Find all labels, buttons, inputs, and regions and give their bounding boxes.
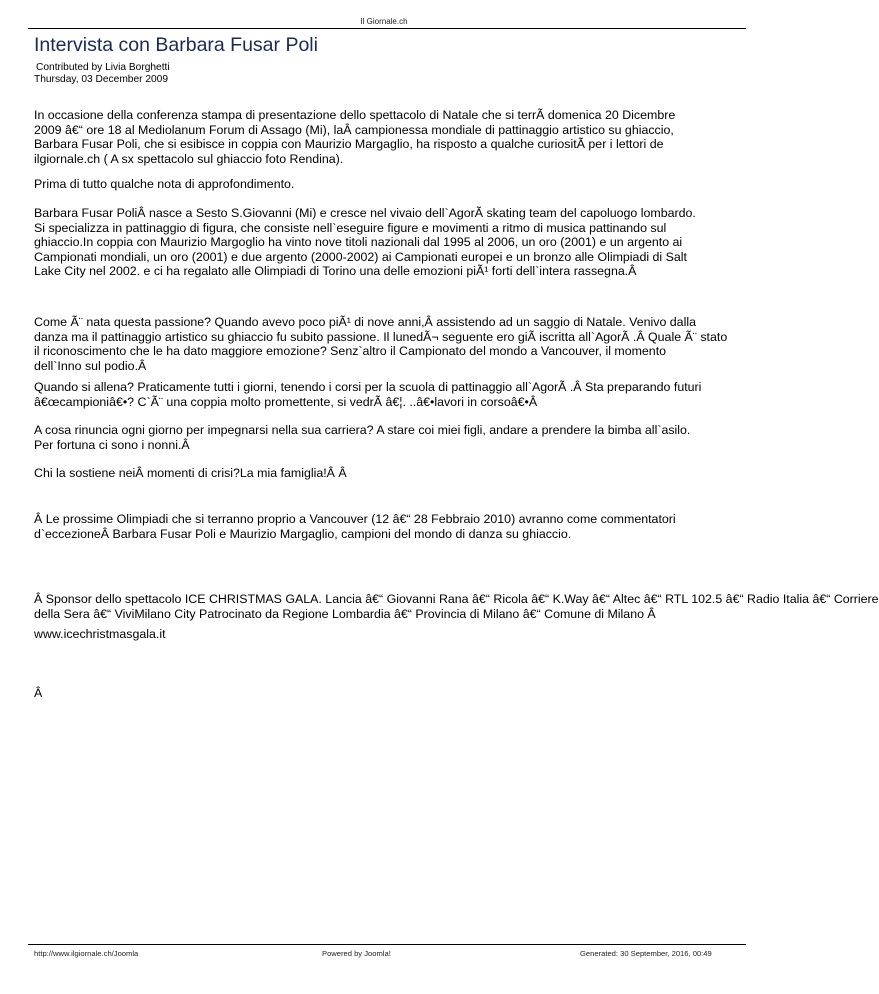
footer-generated: Generated: 30 September, 2016, 00:49 xyxy=(580,949,712,958)
article-meta xyxy=(34,62,170,85)
paragraph-note: Prima di tutto qualche nota di approfondimento. xyxy=(34,177,295,191)
article-date: Thursday, 03 December 2009 xyxy=(34,73,169,85)
paragraph-website: www.icechristmasgala.it xyxy=(34,627,166,641)
site-header: Il Giornale.ch xyxy=(360,17,408,26)
footer-divider xyxy=(28,944,746,945)
paragraph-passion: Come Ã¨ nata questa passione? Quando avevo poco piÃ¹ di nove anni,Â assistendo ad un saggio di Natale. Venivo dalla danza ma il pattinaggio artistico su ghiaccio fu subito passione. Il lunedÃ¬ seguente ero giÃ iscritta all`AgorÃ .Â Quale Ã¨ stato il riconoscimento che le ha dato maggiore emozione? Senz`altro il Campionato del mondo a Vancouver, il momento dell`Inno sul podio.Â xyxy=(34,315,728,373)
paragraph-empty: Â xyxy=(34,686,43,700)
article-author: Contributed by Livia Borghetti xyxy=(36,62,170,73)
footer-url: http://www.ilgiornale.ch/Joomla xyxy=(34,949,139,958)
paragraph-training: Quando si allena? Praticamente tutti i giorni, tenendo i corsi per la scuola di pattinaggio all`AgorÃ .Â Sta preparando futuri â€œcampioniâ€•? C`Ã¨ una coppia molto promettente, si vedrÃ â€¦. ..â€•lavori in corsoâ€•Â xyxy=(34,380,702,409)
footer-powered-by: Powered by Joomla! xyxy=(322,949,391,958)
paragraph-sacrifice: A cosa rinuncia ogni giorno per impegnarsi nella sua carriera? A stare coi miei figli, andare a prendere la bimba all`asilo. Per fortuna ci sono i nonni.Â xyxy=(34,423,691,452)
paragraph-support: Chi la sostiene neiÂ momenti di crisi?La mia famiglia!Â Â xyxy=(34,466,347,480)
paragraph-sponsors: Â Sponsor dello spettacolo ICE CHRISTMAS GALA. Lancia â€“ Giovanni Rana â€“ Ricola â€“ K.Way â€“ Altec â€“ RTL 102.5 â€“ Radio Italia â€“ Corriere della Sera â€“ ViviMilano City Patrocinato da Regione Lombardia â€“ Provincia di Milano â€“ Comune di Milano Â xyxy=(34,592,879,621)
header-divider xyxy=(28,28,746,29)
paragraph-bio: Barbara Fusar PoliÂ nasce a Sesto S.Giovanni (Mi) e cresce nel vivaio dell`AgorÃ skating team del capoluogo lombardo. Si specializza in pattinaggio di figura, che consiste nell`eseguire figure e movimenti a ritmo di musica pattinando sul ghiaccio.In coppia con Maurizio Margoglio ha vinto nove titoli nazionali dal 1995 al 2006, un oro (2001) e un argento ai Campionati mondiali, un oro (2001) e due argento (2000-2002) ai Campionati europei e un bronzo alle Olimpiadi di Salt Lake City nel 2002. e ci ha regalato alle Olimpiadi di Torino una delle emozioni piÃ¹ forti dell`intera rassegna.Â xyxy=(34,206,696,278)
article-title: Intervista con Barbara Fusar Poli xyxy=(34,34,318,56)
paragraph-olympics: Â Le prossime Olimpiadi che si terranno proprio a Vancouver (12 â€“ 28 Febbraio 2010) avranno come commentatori d`eccezioneÂ Barbara Fusar Poli e Maurizio Margaglio, campioni del mondo di danza su ghiaccio. xyxy=(34,512,676,541)
paragraph-intro: In occasione della conferenza stampa di presentazione dello spettacolo di Natale che si terrÃ domenica 20 Dicembre 2009 â€“ ore 18 al Mediolanum Forum di Assago (Mi), laÂ campionessa mondiale di pattinaggio artistico su ghiaccio, Barbara Fusar Poli, che si esibisce in coppia con Maurizio Margaglio, ha risposto a qualche curiositÃ per i lettori de ilgiornale.ch ( A sx spettacolo sul ghiaccio foto Rendina). xyxy=(34,108,676,166)
